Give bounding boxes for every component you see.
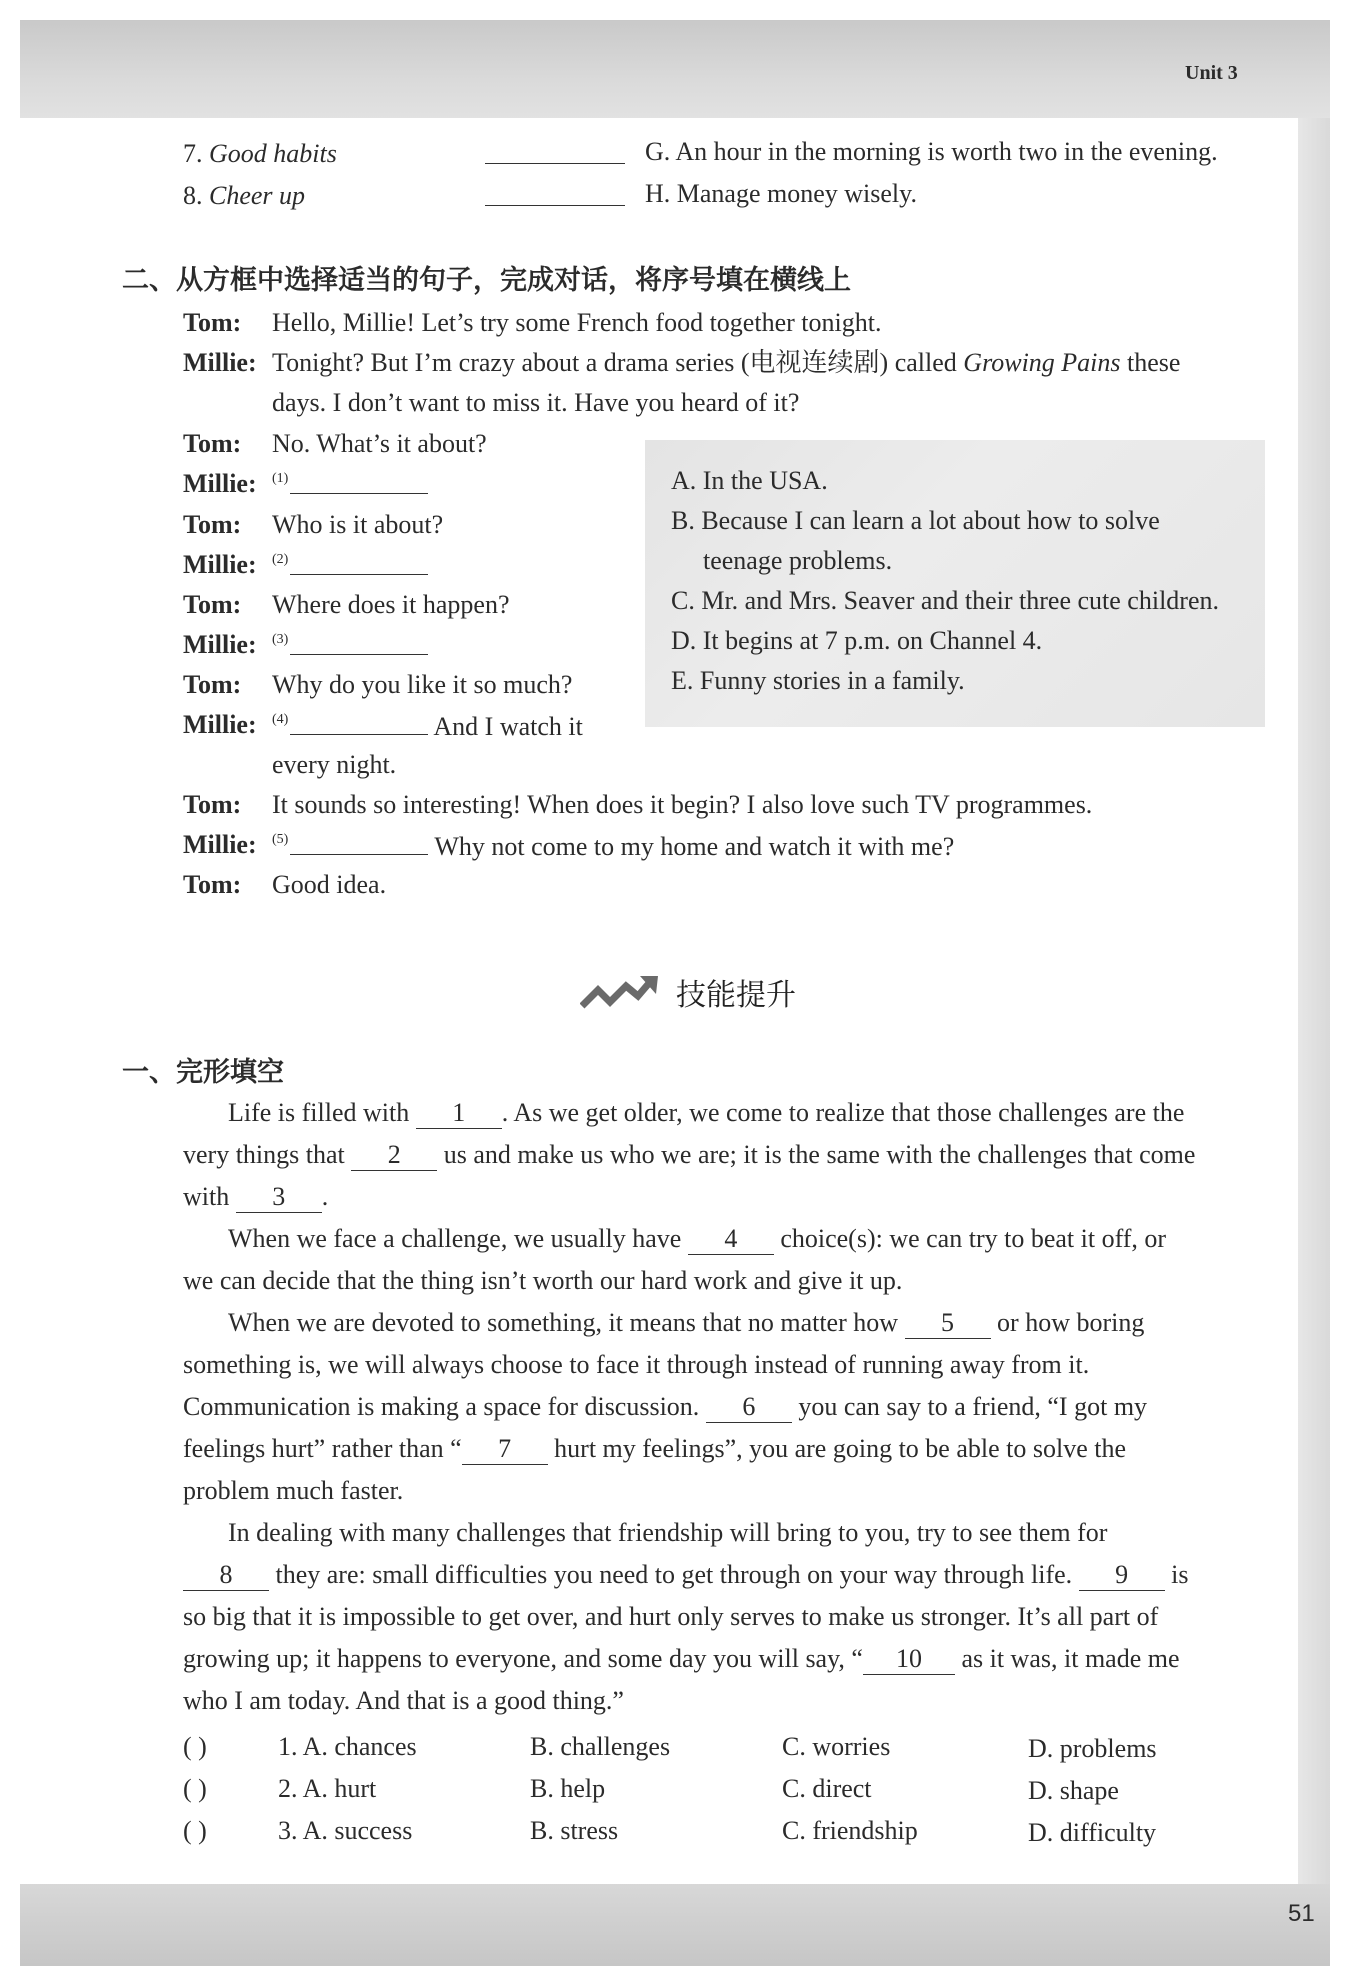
cloze-blank-8[interactable]: 8: [183, 1560, 269, 1591]
option-b-continued: teenage problems.: [703, 546, 893, 575]
question-1-option-b: B. challenges: [530, 1732, 671, 1761]
dialogue-line: Tonight? But I’m crazy about a drama series (电视连续剧) called Growing Pains these: [272, 348, 1181, 377]
match-answer-g: G. An hour in the morning is worth two in the evening.: [645, 137, 1218, 166]
match-answer-h: H. Manage money wisely.: [645, 179, 917, 208]
cloze-line: Communication is making a space for discussion. 6 you can say to a friend, “I got my: [183, 1392, 1148, 1421]
option-e: E. Funny stories in a family.: [671, 666, 965, 695]
cloze-line: we can decide that the thing isn’t worth our hard work and give it up.: [183, 1266, 903, 1295]
cloze-line: so big that it is impossible to get over, and hurt only serves to make us stronger. It’s all part of: [183, 1602, 1159, 1631]
cloze-blank-5[interactable]: 5: [905, 1308, 991, 1339]
speaker-label: Tom:: [183, 590, 242, 619]
cloze-line: When we are devoted to something, it means that no matter how 5 or how boring: [228, 1308, 1145, 1337]
question-1-option-a: 1. A. chances: [278, 1732, 417, 1761]
cloze-blank-3[interactable]: 3: [236, 1182, 322, 1213]
question-3-option-b: B. stress: [530, 1816, 619, 1845]
question-2-option-d: D. shape: [1028, 1776, 1119, 1805]
dialogue-blank-3[interactable]: (3): [272, 628, 428, 669]
speaker-label: Tom:: [183, 870, 242, 899]
speaker-label: Millie:: [183, 469, 257, 498]
dialogue-line: Who is it about?: [272, 510, 444, 539]
question-3-option-c: C. friendship: [782, 1816, 918, 1845]
cloze-line: 8 they are: small difficulties you need to get through on your way through life. 9 is: [183, 1558, 1189, 1592]
answer-paren[interactable]: ( ): [183, 1774, 207, 1803]
cloze-blank-4[interactable]: 4: [688, 1224, 774, 1255]
unit-label: Unit 3: [1185, 62, 1238, 84]
cloze-line: very things that 2 us and make us who we are; it is the same with the challenges that come: [183, 1140, 1196, 1169]
question-1-option-c: C. worries: [782, 1732, 891, 1761]
option-a: A. In the USA.: [671, 466, 828, 495]
question-2-option-b: B. help: [530, 1774, 606, 1803]
answer-paren[interactable]: ( ): [183, 1732, 207, 1761]
match-blank-7[interactable]: [485, 137, 625, 173]
cloze-line: growing up; it happens to everyone, and some day you will say, “ 10 as it was, it made me: [183, 1644, 1180, 1673]
dialogue-line: It sounds so interesting! When does it begin? I also love such TV programmes.: [272, 790, 1093, 819]
option-c: C. Mr. and Mrs. Seaver and their three cute children.: [671, 586, 1219, 615]
dialogue-line: Hello, Millie! Let’s try some French food together tonight.: [272, 308, 882, 337]
dialogue-line: every night.: [272, 750, 397, 779]
dialogue-line: Good idea.: [272, 870, 387, 899]
cloze-blank-6[interactable]: 6: [706, 1392, 792, 1423]
match-blank-8[interactable]: [485, 179, 625, 215]
skills-title-text: 技能提升: [676, 978, 796, 1013]
cloze-line: Life is filled with 1 . As we get older, we come to realize that those challenges are the: [228, 1098, 1185, 1127]
dialogue-blank-2[interactable]: (2): [272, 548, 428, 589]
speaker-label: Tom:: [183, 429, 242, 458]
dialogue-blank-5[interactable]: $^{(5)}$ Why not come to my home and watch it with me?: [272, 828, 954, 869]
speaker-label: Tom:: [183, 510, 242, 539]
zigzag-arrow-icon: [580, 972, 662, 1012]
dialogue-line: Where does it happen?: [272, 590, 510, 619]
cloze-heading: 一、完形填空: [122, 1057, 284, 1088]
dialogue-line: Why do you like it so much?: [272, 670, 573, 699]
question-3-option-d: D. difficulty: [1028, 1818, 1157, 1847]
dialogue-blank-1[interactable]: (1): [272, 467, 428, 508]
cloze-line: problem much faster.: [183, 1476, 404, 1505]
speaker-label: Millie:: [183, 630, 257, 659]
cloze-line: who I am today. And that is a good thing.”: [183, 1686, 624, 1715]
cloze-blank-2[interactable]: 2: [351, 1140, 437, 1171]
dialogue-line: days. I don’t want to miss it. Have you heard of it?: [272, 388, 800, 417]
question-1-option-d: D. problems: [1028, 1734, 1157, 1763]
skills-section-title: [580, 970, 796, 1014]
match-item-8: 8. Cheer up: [183, 181, 306, 210]
cloze-line: something is, we will always choose to face it through instead of running away from it.: [183, 1350, 1090, 1379]
cloze-blank-1[interactable]: 1: [416, 1098, 502, 1129]
page-number: 51: [1288, 1900, 1315, 1927]
speaker-label: Millie:: [183, 348, 257, 377]
section2-heading: 二、从方框中选择适当的句子，完成对话，将序号填在横线上: [122, 265, 851, 296]
option-d: D. It begins at 7 p.m. on Channel 4.: [671, 626, 1043, 655]
question-2-option-c: C. direct: [782, 1774, 872, 1803]
speaker-label: Tom:: [183, 790, 242, 819]
page-top-shadow: [20, 20, 1330, 120]
cloze-line: feelings hurt” rather than “ 7 hurt my feelings”, you are going to be able to solve the: [183, 1434, 1127, 1463]
speaker-label: Tom:: [183, 670, 242, 699]
page-edge: [1298, 118, 1330, 1884]
cloze-line: In dealing with many challenges that friendship will bring to you, try to see them for: [228, 1518, 1108, 1547]
speaker-label: Millie:: [183, 710, 257, 739]
cloze-blank-9[interactable]: 9: [1079, 1560, 1165, 1591]
options-box: [645, 440, 1265, 727]
speaker-label: Millie:: [183, 550, 257, 579]
cloze-line: When we face a challenge, we usually have 4 choice(s): we can try to beat it off, or: [228, 1224, 1167, 1253]
option-b: B. Because I can learn a lot about how to solve: [671, 506, 1160, 535]
speaker-label: Tom:: [183, 308, 242, 337]
cloze-line: with 3 .: [183, 1182, 329, 1211]
cloze-blank-10[interactable]: 10: [863, 1644, 955, 1675]
answer-paren[interactable]: ( ): [183, 1816, 207, 1845]
dialogue-line: No. What’s it about?: [272, 429, 487, 458]
speaker-label: Millie:: [183, 830, 257, 859]
dialogue-blank-4[interactable]: $^{(4)}$ And I watch it: [272, 708, 583, 749]
page-bottom-shadow: [20, 1882, 1330, 1966]
cloze-blank-7[interactable]: 7: [462, 1434, 548, 1465]
question-3-option-a: 3. A. success: [278, 1816, 413, 1845]
match-item-7: 7. Good habits: [183, 139, 337, 168]
question-2-option-a: 2. A. hurt: [278, 1774, 377, 1803]
